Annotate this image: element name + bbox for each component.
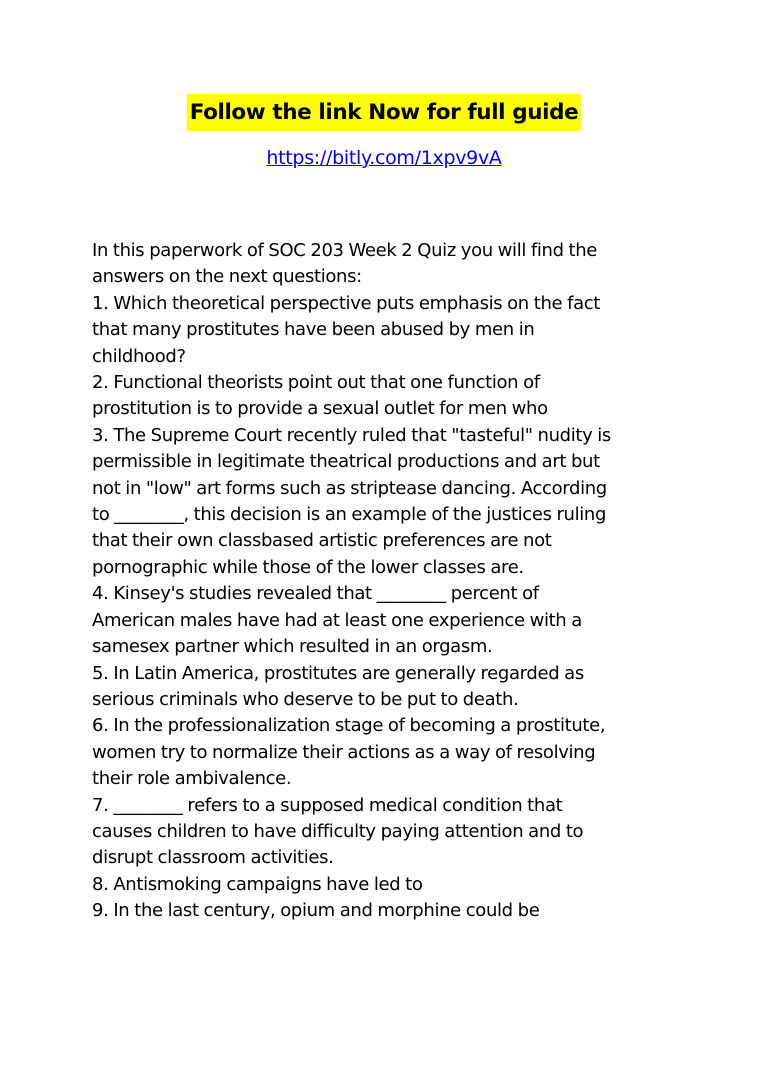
body-line: 5. In Latin America, prostitutes are generally regarded as: [92, 662, 584, 684]
body-line: that many prostitutes have been abused by men in: [92, 319, 535, 341]
headline-container: [0, 94, 768, 131]
body-line: answers on the next questions:: [92, 266, 362, 288]
body-text: [92, 238, 702, 925]
body-line: 4. Kinsey's studies revealed that ________ percent of: [92, 583, 539, 605]
body-line: 9. In the last century, opium and morphine could be: [92, 900, 540, 922]
body-line: that their own classbased artistic preferences are not: [92, 530, 552, 552]
page-headline: Follow the link Now for full guide: [187, 94, 582, 131]
body-line: pornographic while those of the lower classes are.: [92, 556, 524, 578]
body-line: samesex partner which resulted in an orgasm.: [92, 636, 493, 658]
body-line: 7. ________ refers to a supposed medical condition that: [92, 794, 563, 816]
body-line: causes children to have difficulty paying attention and to: [92, 820, 584, 842]
body-line: women try to normalize their actions as a way of resolving: [92, 741, 596, 763]
body-line: American males have had at least one experience with a: [92, 609, 582, 631]
body-line: to ________, this decision is an example of the justices ruling: [92, 504, 607, 526]
link-container: [0, 147, 768, 169]
body-line: 6. In the professionalization stage of becoming a prostitute,: [92, 715, 606, 737]
body-line: childhood?: [92, 345, 186, 367]
body-line: 8. Antismoking campaigns have led to: [92, 873, 423, 895]
body-line: 3. The Supreme Court recently ruled that "tasteful" nudity is: [92, 424, 611, 446]
body-line: their role ambivalence.: [92, 768, 292, 790]
guide-link[interactable]: https://bitly.com/1xpv9vA: [266, 147, 502, 169]
body-line: serious criminals who deserve to be put to death.: [92, 688, 519, 710]
body-line: permissible in legitimate theatrical productions and art but: [92, 451, 600, 473]
body-line: prostitution is to provide a sexual outlet for men who: [92, 398, 548, 420]
body-line: In this paperwork of SOC 203 Week 2 Quiz you will find the: [92, 240, 598, 261]
body-line: 2. Functional theorists point out that one function of: [92, 372, 540, 394]
body-line: 1. Which theoretical perspective puts emphasis on the fact: [92, 292, 601, 314]
body-line: disrupt classroom activities.: [92, 847, 334, 869]
body-line: not in "low" art forms such as striptease dancing. According: [92, 477, 607, 499]
